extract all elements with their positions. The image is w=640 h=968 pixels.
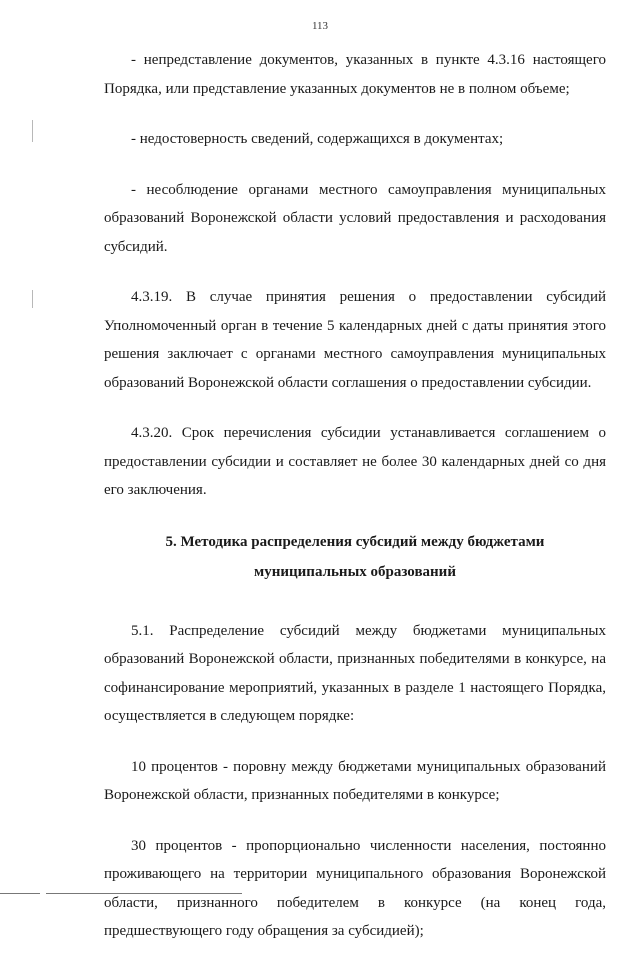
- footer-rule-left: [0, 893, 40, 894]
- page-number: 113: [311, 20, 329, 32]
- scan-margin-mark-upper: [32, 120, 33, 142]
- section-5-heading-line-2: муниципальных образований: [254, 563, 456, 580]
- scan-margin-mark-lower: [32, 290, 33, 308]
- document-body: [104, 46, 606, 968]
- section-5-heading-line-1: 5. Методика распределения субсидий между бюджетами: [165, 533, 545, 550]
- paragraph-5-1: 5.1. Распределение субсидий между бюджетами муниципальных образований Воронежской области, признанных победителями в конкурсе, на софинансирование мероприятий, указанных в разделе 1 настоящего Порядка, осуществляется в следующем порядке:: [104, 622, 606, 724]
- paragraph-4-3-19: 4.3.19. В случае принятия решения о предоставлении субсидий Уполномоченный орган в течение 5 календарных дней с даты принятия этого решения заключает с органами местного самоуправления муниципальных образований Воронежской области соглашения о предоставлении субсидии.: [104, 289, 606, 391]
- paragraph-grounds-unreliable-data: - недостоверность сведений, содержащихся в документах;: [131, 131, 504, 147]
- paragraph-grounds-missing-documents: - непредставление документов, указанных в пункте 4.3.16 настоящего Порядка, или представление указанных документов не в полном объеме;: [104, 52, 606, 97]
- paragraph-4-3-20: 4.3.20. Срок перечисления субсидии устанавливается соглашением о предоставлении субсидии и составляет не более 30 календарных дней со дня его заключения.: [104, 425, 606, 498]
- paragraph-10-percent: 10 процентов - поровну между бюджетами муниципальных образований Воронежской области, признанных победителями в конкурсе;: [104, 758, 606, 803]
- section-5-heading: [104, 527, 606, 587]
- footer-rule-right: [46, 893, 242, 894]
- paragraph-grounds-non-compliance: - несоблюдение органами местного самоуправления муниципальных образований Воронежской области условий предоставления и расходования субсидий.: [104, 181, 606, 255]
- paragraph-30-percent: 30 процентов - пропорционально численности населения, постоянно проживающего на территории муниципального образования Воронежской области, признанного победителем в конкурсе (на конец года, предшествующего году обращения за субсидией);: [104, 837, 606, 939]
